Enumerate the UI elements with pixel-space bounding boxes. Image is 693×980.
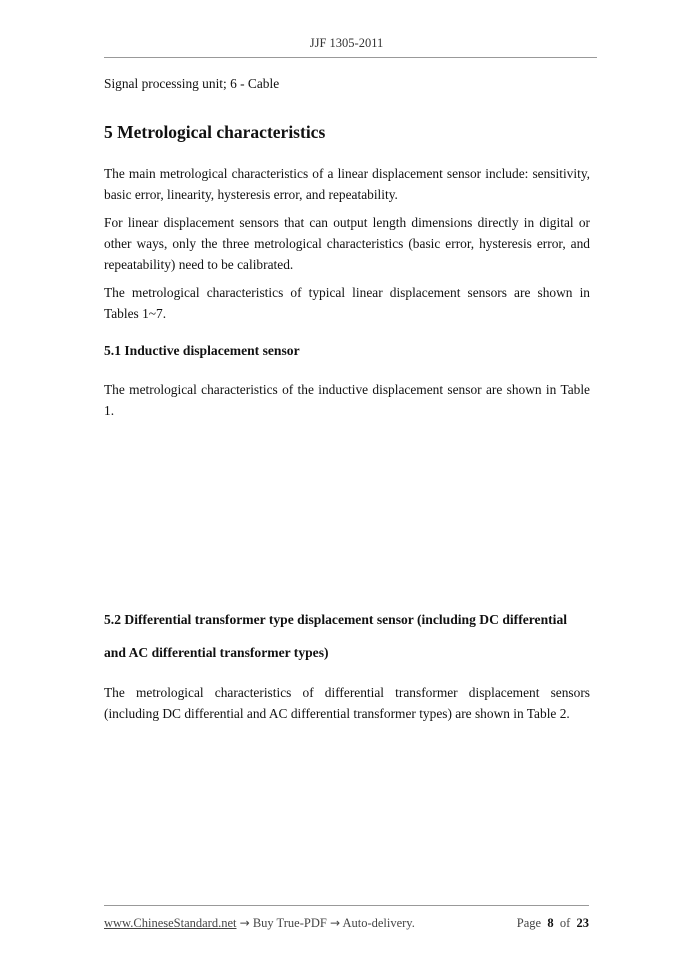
section-5-2-heading [104, 610, 590, 663]
page-total: 23 [576, 916, 589, 930]
arrow-right-icon: → [239, 916, 250, 930]
auto-delivery-text: Auto-delivery. [342, 916, 415, 930]
section-5-heading: 5 Metrological characteristics [104, 122, 326, 142]
page-label: Page [516, 916, 542, 930]
page-of-label: of [559, 916, 571, 930]
paragraph-main-characteristics: The main metrological characteristics of a linear displacement sensor include: sensitivity, basic error, linearity, hysteresis error, and repeatability. [104, 166, 590, 202]
chinesestandard-link[interactable]: www.ChineseStandard.net [104, 916, 237, 930]
section-5-2-heading-line-1: 5.2 Differential transformer type displacement sensor (including DC differential [104, 612, 568, 627]
header-divider [104, 57, 597, 58]
paragraph-inductive-sensor-table: The metrological characteristics of the inductive displacement sensor are shown in Table 1. [104, 382, 590, 418]
buy-true-pdf-text: Buy True-PDF [252, 916, 327, 930]
section-5-1-heading: 5.1 Inductive displacement sensor [104, 343, 300, 358]
paragraph-typical-sensors-tables: The metrological characteristics of typical linear displacement sensors are shown in Tables 1~7. [104, 285, 590, 321]
footer-links [104, 916, 415, 931]
page-number [517, 916, 589, 931]
section-5-2-heading-line-2: and AC differential transformer types) [104, 645, 329, 660]
document-id-header: JJF 1305-2011 [309, 36, 384, 50]
footer-divider [104, 905, 589, 906]
page-current: 8 [547, 916, 554, 930]
paragraph-digital-output-sensors: For linear displacement sensors that can output length dimensions directly in digital or other ways, only the three metrological characteristics (basic error, hysteresis error, and repeatability) need to be calibrated. [104, 215, 590, 272]
arrow-right-icon: → [329, 916, 340, 930]
paragraph-differential-transformer-table: The metrological characteristics of differential transformer displacement sensors (including DC differential and AC differential transformer types) are shown in Table 2. [104, 685, 590, 721]
figure-caption-continued: Signal processing unit; 6 - Cable [104, 76, 280, 91]
